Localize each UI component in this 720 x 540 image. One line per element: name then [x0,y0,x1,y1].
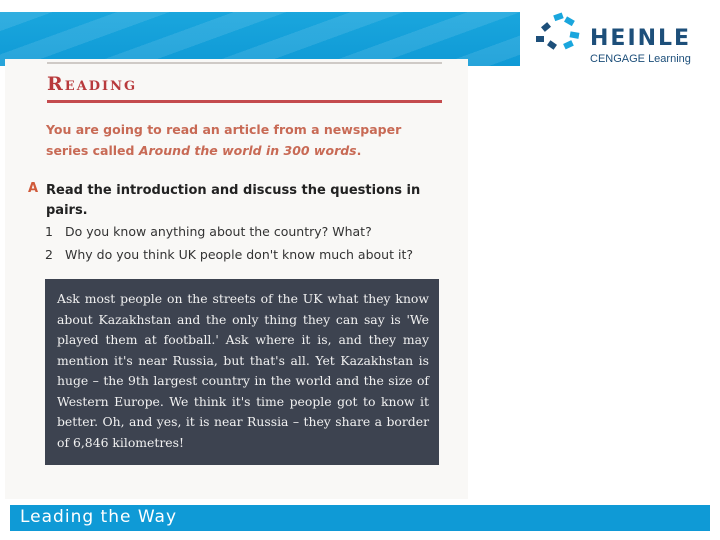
article-text: Ask most people on the streets of the UK what they know about Kazakhstan and the only thing they can say is 'We played them at football.' Ask where it is, and they may mention it's near Russia, but that's all. Yet Kazakhstan is huge – the 9th largest country in the world and the size of Western Europe. We think it's time people got to know it better. Oh, and yes, it is near Russia – they share a border of 6,846 kilometres! [57,291,429,450]
publisher-logo [532,12,712,70]
intro-text [46,119,416,161]
question-item [45,247,413,262]
brand-subtitle: CENGAGE Learning [590,53,691,65]
task-letter: A [28,181,39,196]
title-underline [47,100,442,103]
intro-suffix: . [356,143,362,158]
footer-tagline: Leading the Way [20,507,178,527]
question-text: Why do you think UK people don't know much about it? [65,247,413,262]
intro-prefix: You are going to read an article from a newspaper series called [46,122,402,158]
brand-name: HEINLE [590,26,692,51]
section-title: Reading [47,73,138,95]
header-band-pattern [0,12,520,66]
question-text: Do you know anything about the country? What? [65,224,372,239]
cengage-mark-icon [532,12,588,68]
top-rule [47,62,442,64]
question-number: 2 [45,247,53,262]
question-item [45,224,372,239]
article-box [45,279,439,465]
footer-bar [10,505,710,531]
series-title: Around the world in 300 words [138,143,357,158]
task-instruction: Read the introduction and discuss the questions in pairs. [46,183,421,218]
textbook-page [5,59,468,499]
question-number: 1 [45,224,53,239]
